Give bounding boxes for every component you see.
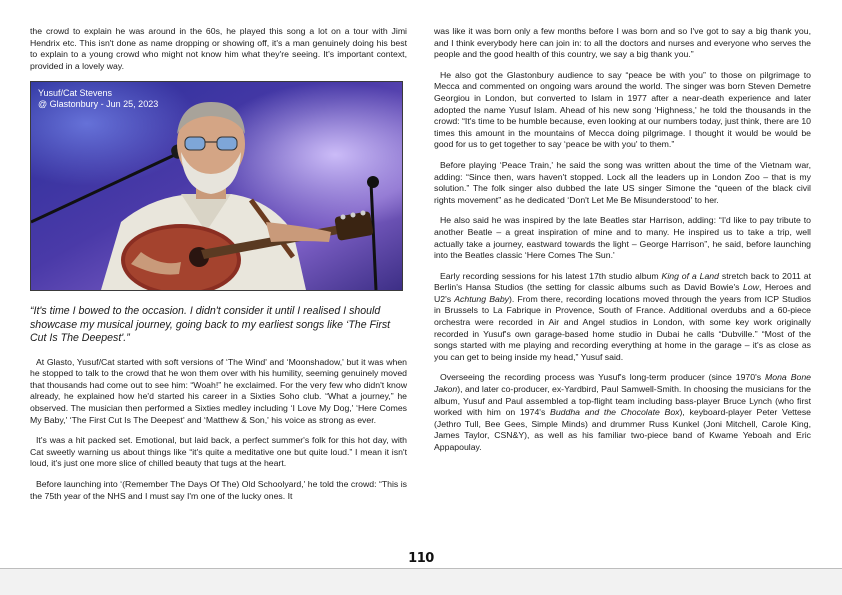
photo-caption [38, 88, 158, 110]
left-column [30, 26, 407, 511]
right-column [434, 26, 811, 463]
text-run: stretch back to 2011 at Berlin's Hansa Studios (the setting for classic albums such as David Bowie's [434, 270, 811, 293]
album-title: King of a Land [661, 270, 719, 281]
paragraph: the crowd to explain he was around in the 60s, he played this song a lot on a tour with Jimi Hendrix etc. This isn't done as name dropping or showing off, it's a man genuinely doing his best to explain to a young crowd who might not know him what they're seeing. It's important context, provided in a lovely way. [30, 26, 407, 71]
pull-quote: “It's time I bowed to the occasion. I didn't consider it until I realised I should showcase my musical journey, going back to my earliest songs like ‘The First Cut Is The Deepest'.” [30, 305, 391, 345]
paragraph: He also got the Glastonbury audience to say “peace be with you” to those on pilgrimage to Mecca and commented on ongoing wars around the world. The singer was born Steven Demetre Georgiou in London, but converted to Islam in 1977 after a near-death experience and later adopted the name Yusuf Islam. Ahead of his new song ‘Highness,' he told the thousands in the crowd: “It's time to be humble because, even looking at our numbers today, just think, there are 10 times this amount in the mountains of Mecca doing pilgrimage. I thought it would be would be good for us to get together to say ‘peace be with you' to them.” [434, 69, 811, 150]
text-run: ), and later co-producer, ex-Yardbird, Paul Samwell-Smith. In choosing the musicians for the album, Yusuf and Paul assembled a top-flight team including bass-player Bruce Lynch (who first worked with him on 1974's [434, 384, 811, 418]
page-number: 110 [408, 551, 434, 566]
album-title: Mona Bone Jakon [434, 372, 811, 395]
paragraph: was like it was born only a few months before I was born and so I've got to say a big thank you, and I think everybody here can join in: to all the doctors and nurses and everyone who serves the people and the good health of this country, we say a big thank you.” [434, 26, 811, 60]
album-title: Achtung Baby [454, 293, 510, 304]
text-run: Early recording sessions for his latest 17th studio album [440, 270, 662, 281]
paragraph: At Glasto, Yusuf/Cat started with soft versions of ‘The Wind' and ‘Moonshadow,' but it was when he stopped to talk to the crowd that he won them over with his humility, seeming genuinely moved that thousands had come out to see him: “Woah!” he exclaimed. For the very few who didn't know already, he explained how he'd started his career in a Sixties Soho club. “What a journey,” he observed. The musician then performed a Sixties medley including ‘I Love My Dog,' ‘Here Comes My Baby,' ‘The First Cut Is The Deepest' and ‘Matthew & Son,' his voice as strong as ever. [30, 356, 407, 425]
paragraph: Before playing ‘Peace Train,' he said the song was written about the time of the Vietnam war, adding: “Since then, wars haven't stopped. Lock all the leaders up in London Zoo – that is my solution.” The folk singer also dubbed the late US singer Simone the “queen of the black civil rights movement” as he dedicated ‘Don't Let Me Be Misunderstood' to her. [434, 159, 811, 205]
text-run: ), keyboard-player Peter Vettese (Jethro Tull, Bee Gees, Simple Minds) and drummer Russ Kunkel (Joni Mitchell, Carole King, James Taylor, CSN&Y), as well as his familiar two-piece band of Kwame Yeboah and Eric Appapoulay. [434, 407, 812, 452]
concert-photo [30, 81, 403, 291]
performer-image [31, 82, 402, 290]
paragraph: He also said he was inspired by the late Beatles star Harrison, adding: “I'd like to pay tribute to another Beatle – a great inspiration of mine and to many. He inspired us to take a trip, well actually take a journey, eastward towards the light – George Harrison”, he said, before launching into the Beatles classic ‘Here Comes The Sun.' [434, 215, 811, 261]
text-run: , Heroes and U2's [434, 282, 811, 304]
caption-name: Yusuf/Cat Stevens [38, 88, 113, 99]
text-run: Overseeing the recording process was Yusuf's long-term producer (since 1970's [440, 372, 766, 383]
album-title: Buddha and the Chocolate Box [550, 407, 680, 418]
paragraph: Before launching into ‘(Remember The Days Of The) Old Schoolyard,' he told the crowd: “This is the 75th year of the NHS and I must say I'm one of the lucky ones. It [30, 478, 407, 501]
caption-event: @ Glastonbury - Jun 25, 2023 [38, 99, 159, 110]
text-run: ). From there, recording locations moved through the years from ICP Studios in Brussels to La Fabrique in Provence, South of France. Additional overdubs and a 60-piece orchestra were recorded in Air and Angel studios in London, with some key work originally recorded in Yusuf's own garage-based home studio in Dubai he calls “Dubville.” “Most of the songs started with me playing and recording everything at home in the garage – it's as close as you can get to being inside my head,” Yusuf said. [434, 293, 811, 362]
paragraph [434, 372, 811, 453]
paragraph: It's was a hit packed set. Emotional, but laid back, a perfect summer's folk for this hot day, with Cat sweetly warning us about things like “it's quite a meditative one but quite loud.” I mean it isn't loud, it's just one more slice of chilled beauty that tugs at the heart. [30, 435, 407, 469]
album-title: Low [743, 282, 759, 293]
paragraph [434, 271, 811, 364]
